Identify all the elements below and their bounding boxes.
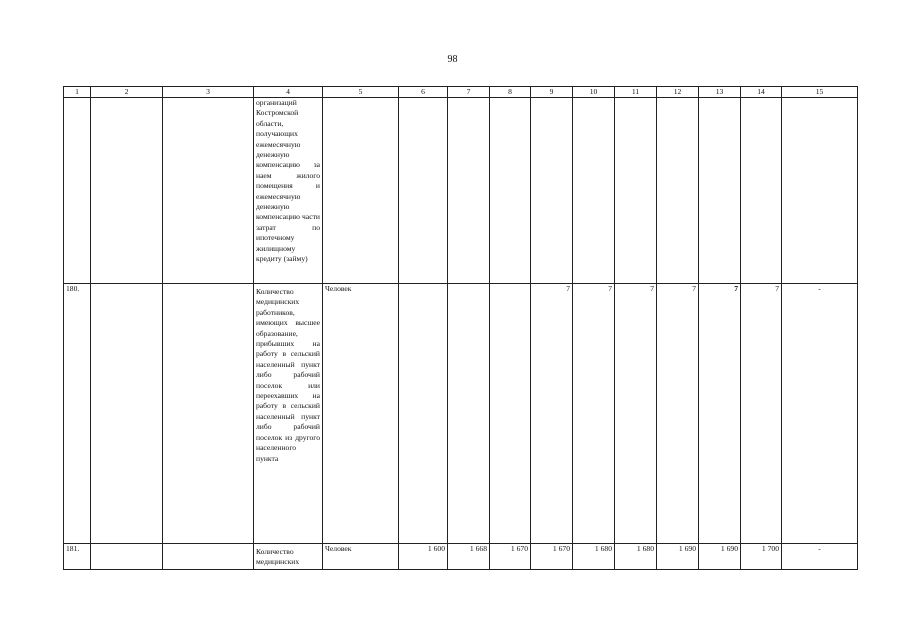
column-header: 5: [323, 87, 399, 98]
table-row: [64, 98, 858, 284]
table-cell: [91, 284, 163, 544]
table-cell: [91, 98, 163, 284]
column-header: 7: [448, 87, 490, 98]
column-header: 1: [64, 87, 91, 98]
value-cell: 1 680: [615, 544, 657, 570]
column-header: 3: [163, 87, 254, 98]
table-cell: [490, 98, 531, 284]
row-number: 180.: [64, 284, 91, 544]
table-cell: [399, 98, 448, 284]
column-header: 13: [699, 87, 741, 98]
value-cell: 1 668: [448, 544, 490, 570]
table-cell: [615, 98, 657, 284]
value-cell: 1 670: [531, 544, 573, 570]
value-cell: 7: [531, 284, 573, 544]
value-cell: 1 600: [399, 544, 448, 570]
value-cell: 1 670: [490, 544, 531, 570]
value-cell: 1 700: [741, 544, 782, 570]
table-cell: [573, 98, 615, 284]
table-cell: [657, 98, 699, 284]
value-cell: [448, 284, 490, 544]
indicator-cell: Количество медицинских: [254, 544, 323, 570]
table-cell: [163, 98, 254, 284]
table-cell: [163, 284, 254, 544]
value-cell: 1 680: [573, 544, 615, 570]
value-cell: 7: [615, 284, 657, 544]
value-cell: 1 690: [657, 544, 699, 570]
table-row: [64, 544, 858, 570]
column-header: 11: [615, 87, 657, 98]
value-cell: 7: [657, 284, 699, 544]
table-cell: [531, 98, 573, 284]
column-header: 2: [91, 87, 163, 98]
indicator-cell: Количество медицинских работников, имеющих высшее образование, прибывших на работу в сельский населенный пункт либо рабочий поселок или переехавших на работу в сельский населенный пункт либо рабочий поселок из другого населенного пункта: [254, 284, 323, 544]
table-cell: [91, 544, 163, 570]
table-cell: [323, 98, 399, 284]
value-cell: -: [782, 284, 858, 544]
value-cell: -: [782, 544, 858, 570]
value-cell: [399, 284, 448, 544]
value-cell: 1 690: [699, 544, 741, 570]
unit-cell: Человек: [323, 284, 399, 544]
row-number: 181.: [64, 544, 91, 570]
column-header: 15: [782, 87, 858, 98]
indicator-cell: организаций Костромской области, получающих ежемесячную денежную компенсацию за наем жилого помещения и ежемесячную денежную компенсацию части затрат по ипотечному жилищному кредиту (займу): [254, 98, 323, 284]
unit-cell: Человек: [323, 544, 399, 570]
table-cell: [448, 98, 490, 284]
column-header: 12: [657, 87, 699, 98]
value-cell: 7: [741, 284, 782, 544]
column-header: 8: [490, 87, 531, 98]
column-header: 10: [573, 87, 615, 98]
table-cell: [741, 98, 782, 284]
table-cell: [64, 98, 91, 284]
column-header: 9: [531, 87, 573, 98]
page-number: 98: [447, 54, 458, 65]
table-row: [64, 284, 858, 544]
indicators-table: [63, 86, 858, 570]
table-cell: [782, 98, 858, 284]
column-header: 6: [399, 87, 448, 98]
value-cell: 7: [699, 284, 741, 544]
table-header-row: [64, 87, 858, 98]
column-header: 4: [254, 87, 323, 98]
table-cell: [163, 544, 254, 570]
table-cell: [699, 98, 741, 284]
value-cell: 7: [573, 284, 615, 544]
column-header: 14: [741, 87, 782, 98]
value-cell: [490, 284, 531, 544]
